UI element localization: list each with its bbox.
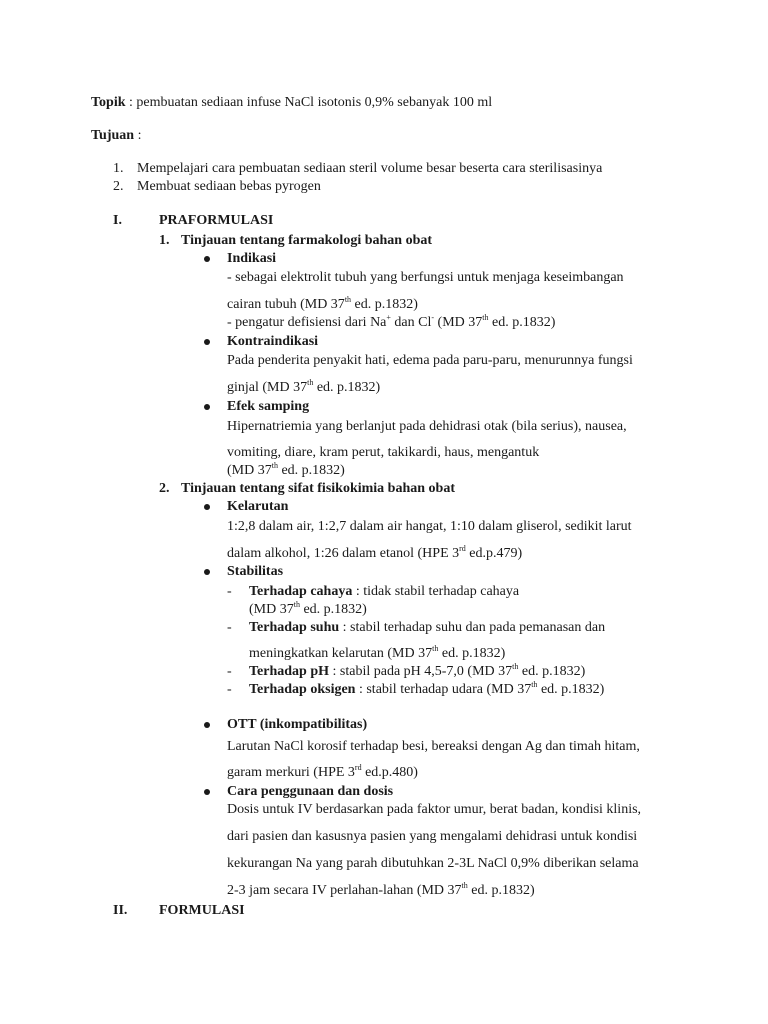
stabilitas-dash-2: - xyxy=(227,620,232,635)
indikasi-line-3: - pengatur defisiensi dari Na+ dan Cl- (MD 37th ed. p.1832) xyxy=(227,313,556,330)
bullet-dot-icon xyxy=(204,504,210,510)
section-2-number: II. xyxy=(113,903,128,918)
topic-label: Topik xyxy=(91,95,126,110)
bullet-dot-icon xyxy=(204,569,210,575)
dosis-line-3: kekurangan Na yang parah dibutuhkan 2-3L NaCl 0,9% diberikan selama xyxy=(227,856,639,871)
ott-line-2: garam merkuri (HPE 3rd ed.p.480) xyxy=(227,763,418,780)
bullet-dot-icon xyxy=(204,722,210,728)
subsection-2-title: Tinjauan tentang sifat fisikokimia bahan obat xyxy=(181,481,455,496)
goal-heading xyxy=(91,129,141,143)
section-1-number: I. xyxy=(113,213,122,228)
dosis-line-1: Dosis untuk IV berdasarkan pada faktor umur, berat badan, kondisi klinis, xyxy=(227,802,642,817)
section-2-title: FORMULASI xyxy=(159,903,245,918)
goal-item-1-number: 1. xyxy=(113,161,124,176)
bullet-dot-icon xyxy=(204,789,210,795)
goal-item-1-text: Mempelajari cara pembuatan sediaan steril volume besar beserta cara sterilisasinya xyxy=(137,161,603,176)
dosis-line-2: dari pasien dan kasusnya pasien yang mengalami dehidrasi untuk kondisi xyxy=(227,829,638,844)
section-1-title: PRAFORMULASI xyxy=(159,213,274,228)
stabilitas-suhu-line-2: meningkatkan kelarutan (MD 37th ed. p.1832) xyxy=(249,644,506,661)
goal-item-2-text: Membuat sediaan bebas pyrogen xyxy=(137,179,321,194)
kelarutan-title: Kelarutan xyxy=(227,499,289,514)
ott-line-1: Larutan NaCl korosif terhadap besi, bereaksi dengan Ag dan timah hitam, xyxy=(227,739,640,754)
indikasi-line-1: - sebagai elektrolit tubuh yang berfungsi untuk menjaga keseimbangan xyxy=(227,270,624,285)
kontraindikasi-line-2: ginjal (MD 37th ed. p.1832) xyxy=(227,378,381,395)
subsection-1-title: Tinjauan tentang farmakologi bahan obat xyxy=(181,233,433,248)
dosis-line-4: 2-3 jam secara IV perlahan-lahan (MD 37th ed. p.1832) xyxy=(227,881,535,898)
efek-samping-line-3: (MD 37th ed. p.1832) xyxy=(227,461,345,478)
indikasi-line-2: cairan tubuh (MD 37th ed. p.1832) xyxy=(227,295,418,312)
bullet-dot-icon xyxy=(204,256,210,262)
stabilitas-dash-4: - xyxy=(227,682,232,697)
subsection-2-number: 2. xyxy=(159,481,170,496)
topic-text: : pembuatan sediaan infuse NaCl isotonis 0,9% sebanyak 100 ml xyxy=(125,95,493,110)
stabilitas-dash-1: - xyxy=(227,584,232,599)
subsection-1-number: 1. xyxy=(159,233,170,248)
dosis-title: Cara penggunaan dan dosis xyxy=(227,784,394,799)
goal-label: Tujuan xyxy=(91,128,135,143)
indikasi-title: Indikasi xyxy=(227,251,277,266)
stabilitas-ph: Terhadap pH : stabil pada pH 4,5-7,0 (MD 37th ed. p.1832) xyxy=(249,662,586,679)
stabilitas-cahaya: Terhadap cahaya : tidak stabil terhadap cahaya xyxy=(249,584,520,599)
kelarutan-line-1: 1:2,8 dalam air, 1:2,7 dalam air hangat, 1:10 dalam gliserol, sedikit larut xyxy=(227,519,632,534)
stabilitas-dash-3: - xyxy=(227,664,232,679)
stabilitas-cahaya-ref: (MD 37th ed. p.1832) xyxy=(249,600,367,617)
bullet-dot-icon xyxy=(204,339,210,345)
kontraindikasi-line-1: Pada penderita penyakit hati, edema pada paru-paru, menurunnya fungsi xyxy=(227,353,633,368)
topic-line xyxy=(91,96,492,110)
goal-colon: : xyxy=(134,128,142,143)
bullet-dot-icon xyxy=(204,404,210,410)
ott-title: OTT (inkompatibilitas) xyxy=(227,717,368,732)
kontraindikasi-title: Kontraindikasi xyxy=(227,334,319,349)
kelarutan-line-2: dalam alkohol, 1:26 dalam etanol (HPE 3rd ed.p.479) xyxy=(227,544,523,561)
efek-samping-line-1: Hipernatriemia yang berlanjut pada dehidrasi otak (bila serius), nausea, xyxy=(227,419,627,434)
efek-samping-line-2: vomiting, diare, kram perut, takikardi, haus, mengantuk xyxy=(227,445,540,460)
stabilitas-suhu: Terhadap suhu : stabil terhadap suhu dan pada pemanasan dan xyxy=(249,620,606,635)
goal-item-2-number: 2. xyxy=(113,179,124,194)
efek-samping-title: Efek samping xyxy=(227,399,310,414)
stabilitas-title: Stabilitas xyxy=(227,564,284,579)
stabilitas-oksigen: Terhadap oksigen : stabil terhadap udara (MD 37th ed. p.1832) xyxy=(249,680,605,697)
